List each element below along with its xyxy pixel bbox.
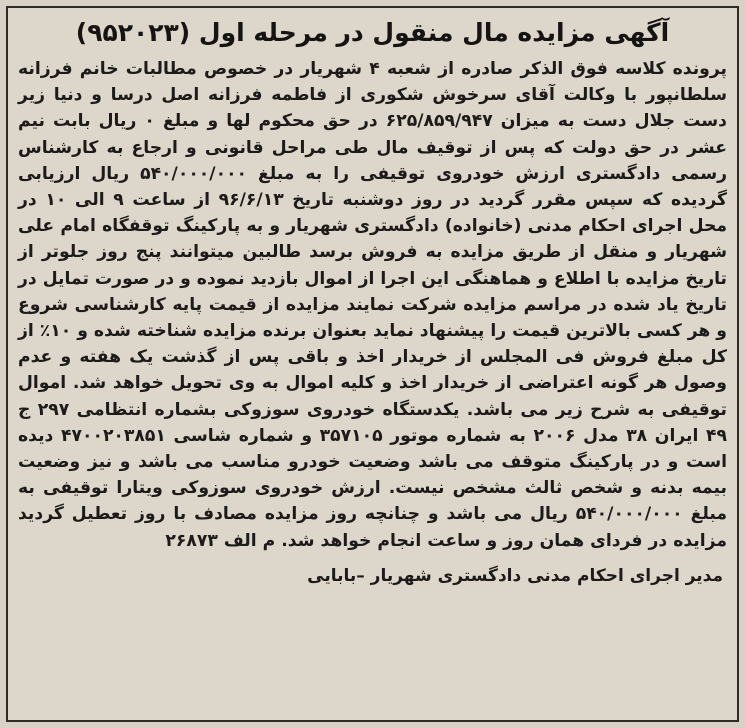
notice-body: پرونده کلاسه فوق الذکر صادره از شعبه ۴ شهریار در خصوص مطالبات خانم فرزانه سلطانپور با وکالت آقای سرخوش شکوری از فاطمه فرزانه اصل درسا و دنیا زیر دست جلال دست به میزان ۶۲۵/۸۵۹/۹۴۷ در حق محکوم لها و مبلغ ۰ ریال بابت نیم عشر در حق دولت که پس از توقیف مال طی مراحل قانونی و ارجاع به کارشناس رسمی دادگستری ارزش خودروی توقیفی را به مبلغ ۵۴۰/۰۰۰/۰۰۰ ریال ارزیابی گردیده که سپس مقرر گردید در روز دوشنبه تاریخ ۹۶/۶/۱۳ از ساعت ۹ الی ۱۰ در محل اجرای احکام مدنی (خانواده) دادگستری شهریار و به پارکینگ توقفگاه امام علی شهریار و منقل از طریق مزایده به فروش برسد طالبین میتوانند پنج روز جلوتر از تاریخ مزایده با اطلاع و هماهنگی این اجرا از اموال بازدید نموده و در صورت تمایل در تاریخ یاد شده در مراسم مزایده شرکت نمایند مزایده از قیمت پایه کارشناسی شروع و هر کسی بالاترین قیمت را پیشنهاد نماید بعنوان برنده مزایده شناخته شده و ۱۰٪ از کل مبلغ فروش فی المجلس از خریدار اخذ و باقی پس از گذشت یک هفته و عدم وصول هر گونه اعتراضی از خریدار اخذ و کلیه اموال به وی تحویل خواهد شد. اموال توقیفی به شرح زیر می باشد. یکدستگاه خودروی سوزوکی بشماره انتظامی ۲۹۷ ج ۴۹ ایران ۳۸ مدل ۲۰۰۶ به شماره موتور ۳۵۷۱۰۵ و شماره شاسی ۴۷۰۰۲۰۳۸۵۱ دیده است و در پارکینگ متوقف می باشد وضعیت خودرو مناسب می باشد و نیز وضعیت بیمه بدنه و شخص ثالث مشخص نیست. ارزش خودروی سوزوکی ویتارا توقیفی به مبلغ ۵۴۰/۰۰۰/۰۰۰ ریال می باشد و چنانچه روز مزایده مصادف با روز تعطیل گردید مزایده در فردای همان روز و ساعت انجام خواهد شد. م الف ۲۶۸۷۳ [18,59,728,551]
notice-frame [6,6,739,722]
notice-title: آگهی مزایده مال منقول در مرحله اول (۹۵۲۰۲۳) [75,18,670,47]
notice-signature: مدیر اجرای احکام مدنی دادگستری شهریار –بابایی [307,565,723,586]
